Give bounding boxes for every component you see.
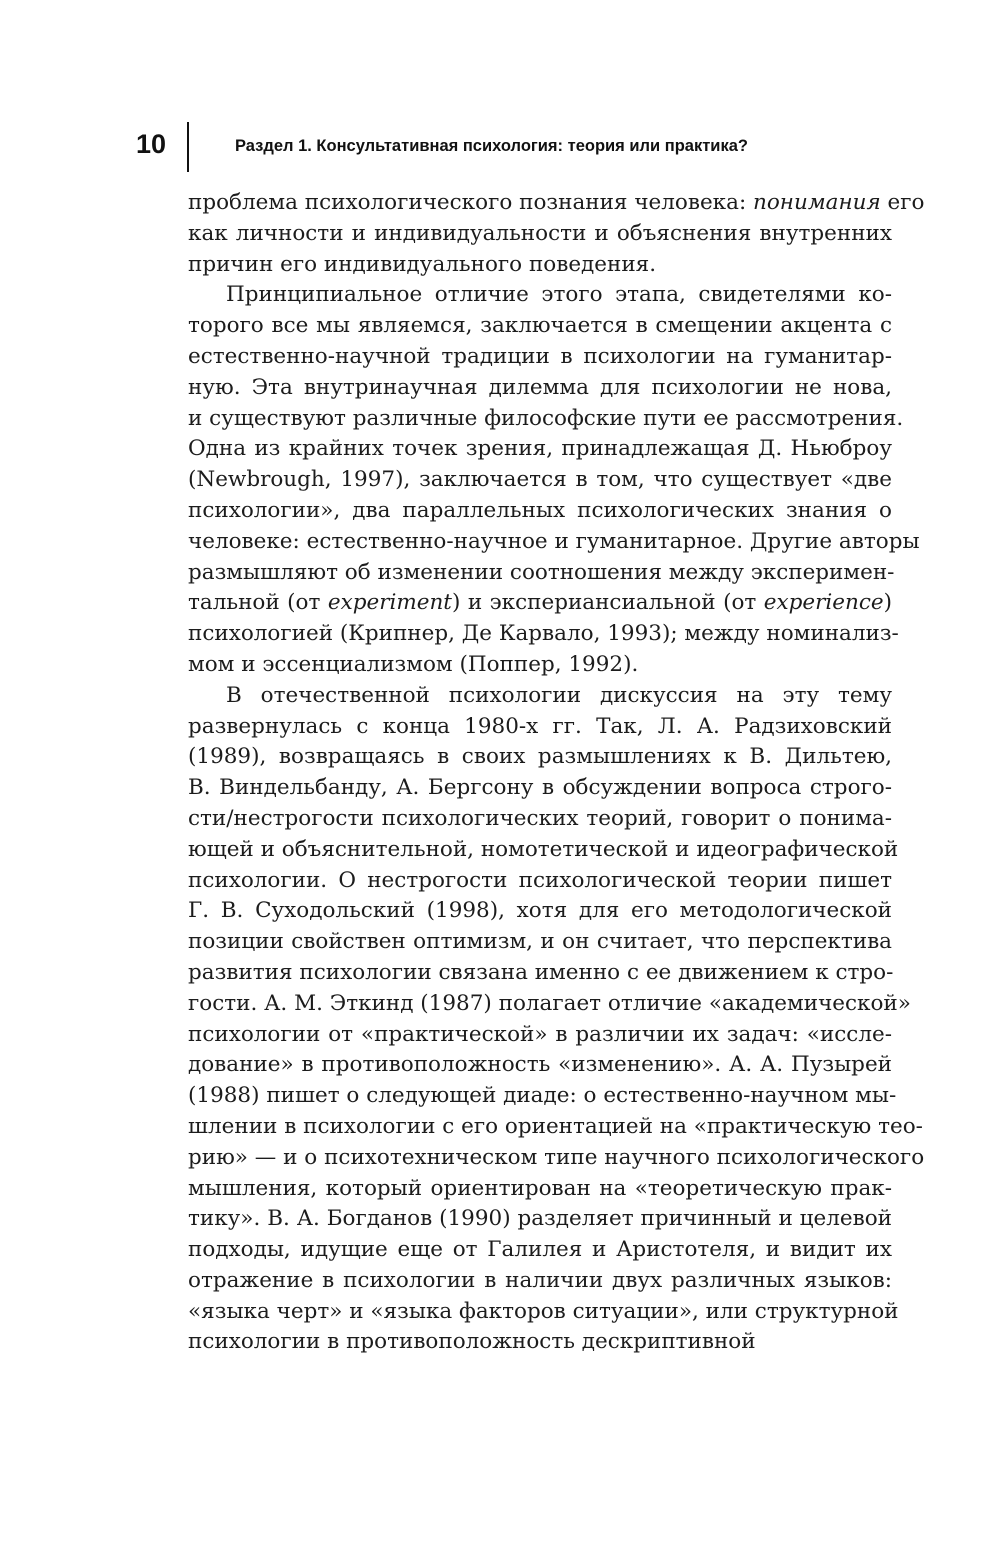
- text-line: тику». В. А. Богданов (1990) разделяет причинный и целевой: [188, 1206, 892, 1232]
- page-number: 10: [136, 129, 167, 159]
- text-line: и существуют различные философские пути ее рассмотрения.: [188, 405, 904, 431]
- text-line: психологии от «практической» в различии их задач: «иссле-: [188, 1021, 892, 1047]
- text-line: психологии», два параллельных психологических знания о: [188, 497, 892, 523]
- emphasis: experience: [763, 590, 884, 616]
- text-line: «языка черт» и «языка факторов ситуации», или структурной: [188, 1298, 899, 1324]
- paragraph-3: [188, 681, 925, 1359]
- running-title: Раздел 1. Консультативная психология: теория или практика?: [235, 137, 748, 155]
- text-line: причин его индивидуального поведения.: [188, 251, 657, 277]
- text-line: торого все мы являемся, заключается в смещении акцента с: [188, 313, 892, 339]
- header-divider: [187, 122, 189, 172]
- text-line: развернулась с конца 1980-х гг. Так, Л. А. Радзиховский: [188, 713, 892, 739]
- text-line: психологией (Крипнер, Де Карвало, 1993); между номинализ-: [188, 621, 899, 647]
- text-line: позиции свойствен оптимизм, и он считает, что перспектива: [188, 929, 892, 955]
- text-line: (Newbrough, 1997), заключается в том, что существует «две: [188, 467, 892, 493]
- text-line: Принципиальное отличие этого этапа, свидетелями ко-: [226, 282, 892, 308]
- text-line: Одна из крайних точек зрения, принадлежащая Д. Ньюброу: [188, 436, 892, 462]
- page-header: [0, 118, 1000, 174]
- text-line: дование» в противоположность «изменению». А. А. Пузырей: [188, 1052, 892, 1078]
- text-line: шлении в психологии с его ориентацией на «практическую тео-: [188, 1113, 923, 1139]
- text-line: В отечественной психологии дискуссия на эту тему: [226, 682, 892, 708]
- body-text: [188, 188, 925, 1358]
- text-line: рию» — и о психотехническом типе научного психологического: [188, 1144, 925, 1170]
- text-line: естественно-научной традиции в психологии на гуманитар-: [188, 343, 892, 369]
- text-line: Г. В. Суходольский (1998), хотя для его методологической: [188, 898, 892, 924]
- text-line: психологии в противоположность дескриптивной: [188, 1329, 756, 1355]
- text-line: В. Виндельбанду, А. Бергсону в обсуждении вопроса строго-: [188, 775, 892, 801]
- emphasis: понимания: [753, 190, 881, 215]
- text-line: тальной (от experiment) и экспериансиальной (от experience): [188, 590, 892, 616]
- text-line: подходы, идущие еще от Галилея и Аристотеля, и видит их: [188, 1237, 892, 1263]
- text-line: (1988) пишет о следующей диаде: о естественно-научном мы-: [188, 1083, 897, 1109]
- text-line: мом и эссенциализмом (Поппер, 1992).: [188, 651, 639, 677]
- text-line: как личности и индивидуальности и объяснения внутренних: [188, 220, 892, 246]
- text-line: ющей и объяснительной, номотетической и идеографической: [188, 836, 899, 862]
- text-line: человеке: естественно-научное и гуманитарное. Другие авторы: [188, 528, 920, 554]
- text-line: проблема психологического познания человека: понимания его: [188, 190, 925, 215]
- text-line: (1989), возвращаясь в своих размышлениях к В. Дильтею,: [188, 744, 892, 770]
- text-line: развития психологии связана именно с ее движением к стро-: [188, 959, 894, 985]
- text-line: мышления, который ориентирован на «теоретическую прак-: [188, 1175, 892, 1201]
- paragraph-1: [188, 188, 925, 280]
- paragraph-2: [188, 280, 920, 680]
- emphasis: experiment: [327, 590, 452, 616]
- text-line: отражение в психологии в наличии двух различных языков:: [188, 1267, 892, 1293]
- text-line: ную. Эта внутринаучная дилемма для психологии не нова,: [188, 374, 892, 400]
- text-line: размышляют об изменении соотношения между эксперимен-: [188, 559, 895, 585]
- text-line: сти/нестрогости психологических теорий, говорит о понима-: [188, 805, 892, 831]
- text-line: гости. А. М. Эткинд (1987) полагает отличие «академической»: [188, 990, 911, 1016]
- text-line: психологии. О нестрогости психологической теории пишет: [188, 867, 892, 893]
